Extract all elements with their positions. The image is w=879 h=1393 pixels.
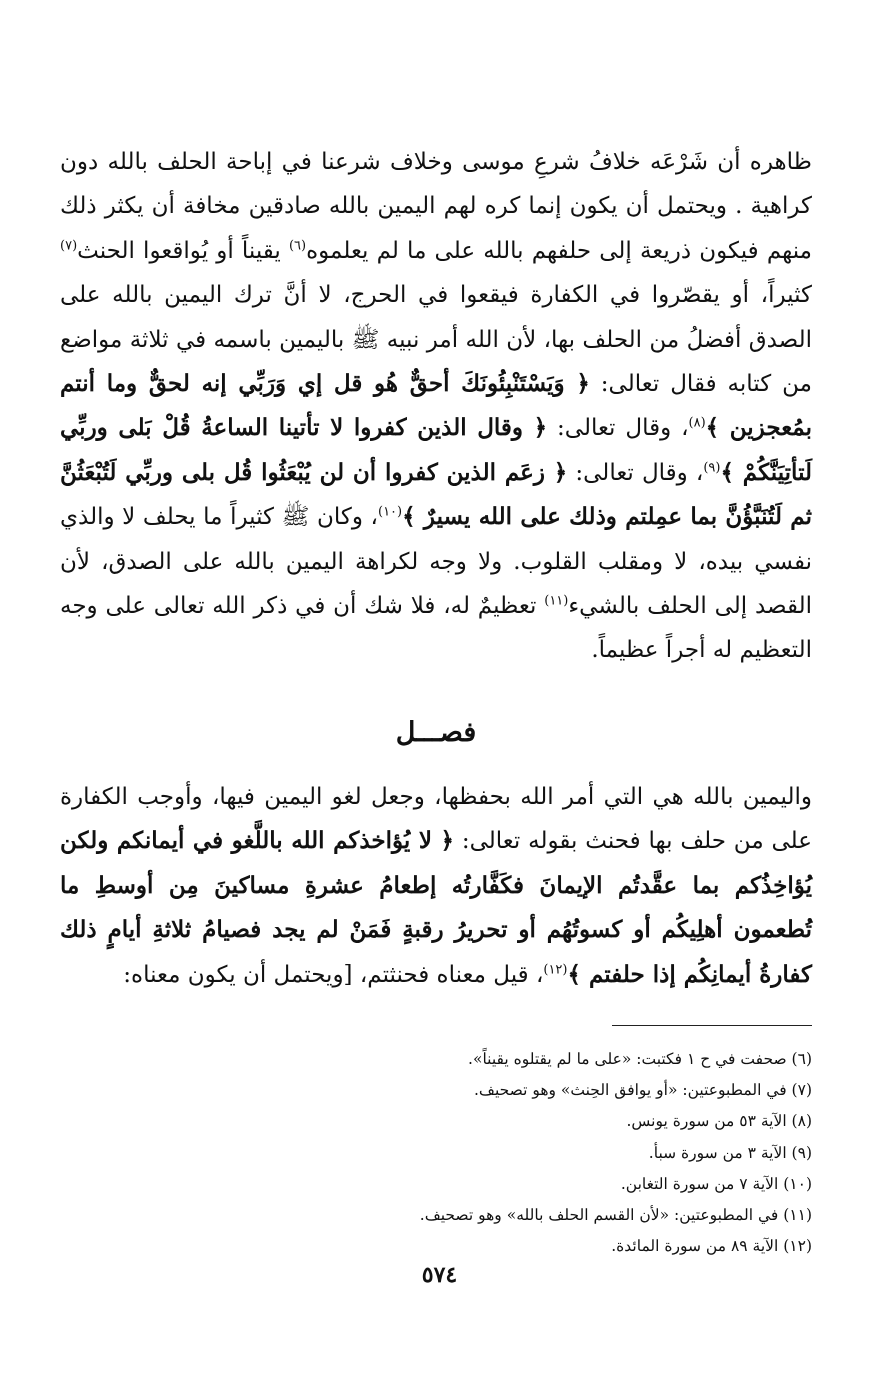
footnote-marker: (١٠) — [377, 504, 403, 520]
footnote-marker: (٩) — [703, 460, 721, 476]
footnote-9: (٩) الآية ٣ من سورة سبأ. — [648, 1143, 812, 1162]
footnote-marker: (٨) — [688, 415, 706, 431]
text-run: واليمين بالله هي التي أمر الله بحفظها، وجعل لغو اليمين فيها، وأوجب الكفارة على من حلف بها فحنث بقوله تعالى: — [60, 783, 812, 855]
text-run: كثيراً، أو يقصّروا في الكفارة فيقعوا في الحرج، لا أنَّ ترك اليمين بالله على الصدق أفضلُ من الحلف بها، لأن الله أمر نبيه ﷺ باليمين باسمه في ثلاثة مواضع من كتابه فقال تعالى: — [60, 282, 813, 398]
text-run: يقيناً أو يُواقعوا الحنث — [77, 237, 289, 264]
footnote-7: (٧) في المطبوعتين: «أو يوافق الحِنث» وهو تصحيف. — [474, 1081, 812, 1100]
text-run: ، وقال تعالى: — [547, 415, 689, 442]
footnote-marker: (١١) — [544, 593, 569, 609]
paragraph-2 — [60, 775, 812, 997]
quran-verse: ﴿ زعَم الذين كفروا أن لن يُبْعَثُوا قُل بلى وربِّي لَتُبْعَثُنَّ ثم لَتُنَبَّؤُنَّ بما عمِلتم وذلك على الله يسيرٌ ﴾ — [60, 458, 813, 531]
text-run: ، وقال تعالى: — [567, 459, 704, 486]
footnotes — [60, 1044, 812, 1262]
footnote-marker: (٧) — [60, 238, 78, 254]
footnote-12: (١٢) الآية ٨٩ من سورة المائدة. — [611, 1237, 812, 1256]
footnote-divider — [612, 1025, 812, 1026]
page-body — [60, 140, 812, 1262]
footnote-8: (٨) الآية ٥٣ من سورة يونس. — [626, 1112, 812, 1131]
footnote-marker: (٦) — [288, 238, 307, 254]
footnote-6: (٦) صحفت في ح ١ فكتبت: «على ما لم يقتلوه يقيناً». — [468, 1049, 812, 1068]
text-run: ، وكان ﷺ كثيراً ما يحلف لا والذي نفسي بيده، لا ومقلب القلوب. ولا وجه لكراهة اليمين بالله على الصدق، لأن القصد إلى الحلف بالشيء — [60, 504, 813, 620]
paragraph-1 — [60, 140, 812, 673]
quran-verse: ﴿ لا يُؤاخذكم الله باللَّغو في أيمانكم ولكن يُؤاخِذُكم بما عقَّدتُم الإيمانَ فكَفَّارتُه إطعامُ عشرةِ مساكينَ مِن أوسطِ ما تُطعمون أهلِيكُم أو كسوتُهُم أو تحريرُ رقبةٍ فَمَنْ لم يجد فصيامُ ثلاثةِ أيامٍ ذلك كفارةُ أيمانِكُم إذا حلفتم ﴾ — [60, 827, 812, 988]
section-heading: فصـــل — [395, 716, 477, 748]
page-number: ٥٧٤ — [421, 1262, 458, 1288]
text-run: ، قيل معناه فحنثتم، [ويحتمل أن يكون معناه: — [123, 961, 544, 988]
quran-verse: ﴿ وقال الذين كفروا لا تأتينا الساعةُ قُلْ بَلى وربِّي لَتأتِيَنَّكُمْ ﴾ — [60, 414, 813, 486]
footnote-10: (١٠) الآية ٧ من سورة التغابن. — [620, 1174, 812, 1193]
footnote-marker: (١٢) — [543, 961, 568, 977]
quran-verse: ﴿ وَيَسْتَنْبِئُونَكَ أحقٌّ هُو قل إي وَرَبِّي إنه لحقٌّ وما أنتم بمُعجزين ﴾ — [60, 370, 812, 442]
text-run: تعظيمٌ له، فلا شك أن في ذكر الله تعالى على وجه التعظيم له أجراً عظيماً. — [60, 593, 812, 664]
footnote-11: (١١) في المطبوعتين: «لأن القسم الحلف بالله» وهو تصحيف. — [419, 1205, 812, 1224]
text-run: ظاهره أن شَرْعَه خلافُ شرعِ موسى وخلاف شرعنا في إباحة الحلف بالله دون كراهية . ويحتمل أن يكون إنما كره لهم اليمين بالله صادقين مخافة أن يكثر ذلك منهم فيكون ذريعة إلى حلفهم بالله على ما لم يعلموه — [60, 149, 812, 264]
